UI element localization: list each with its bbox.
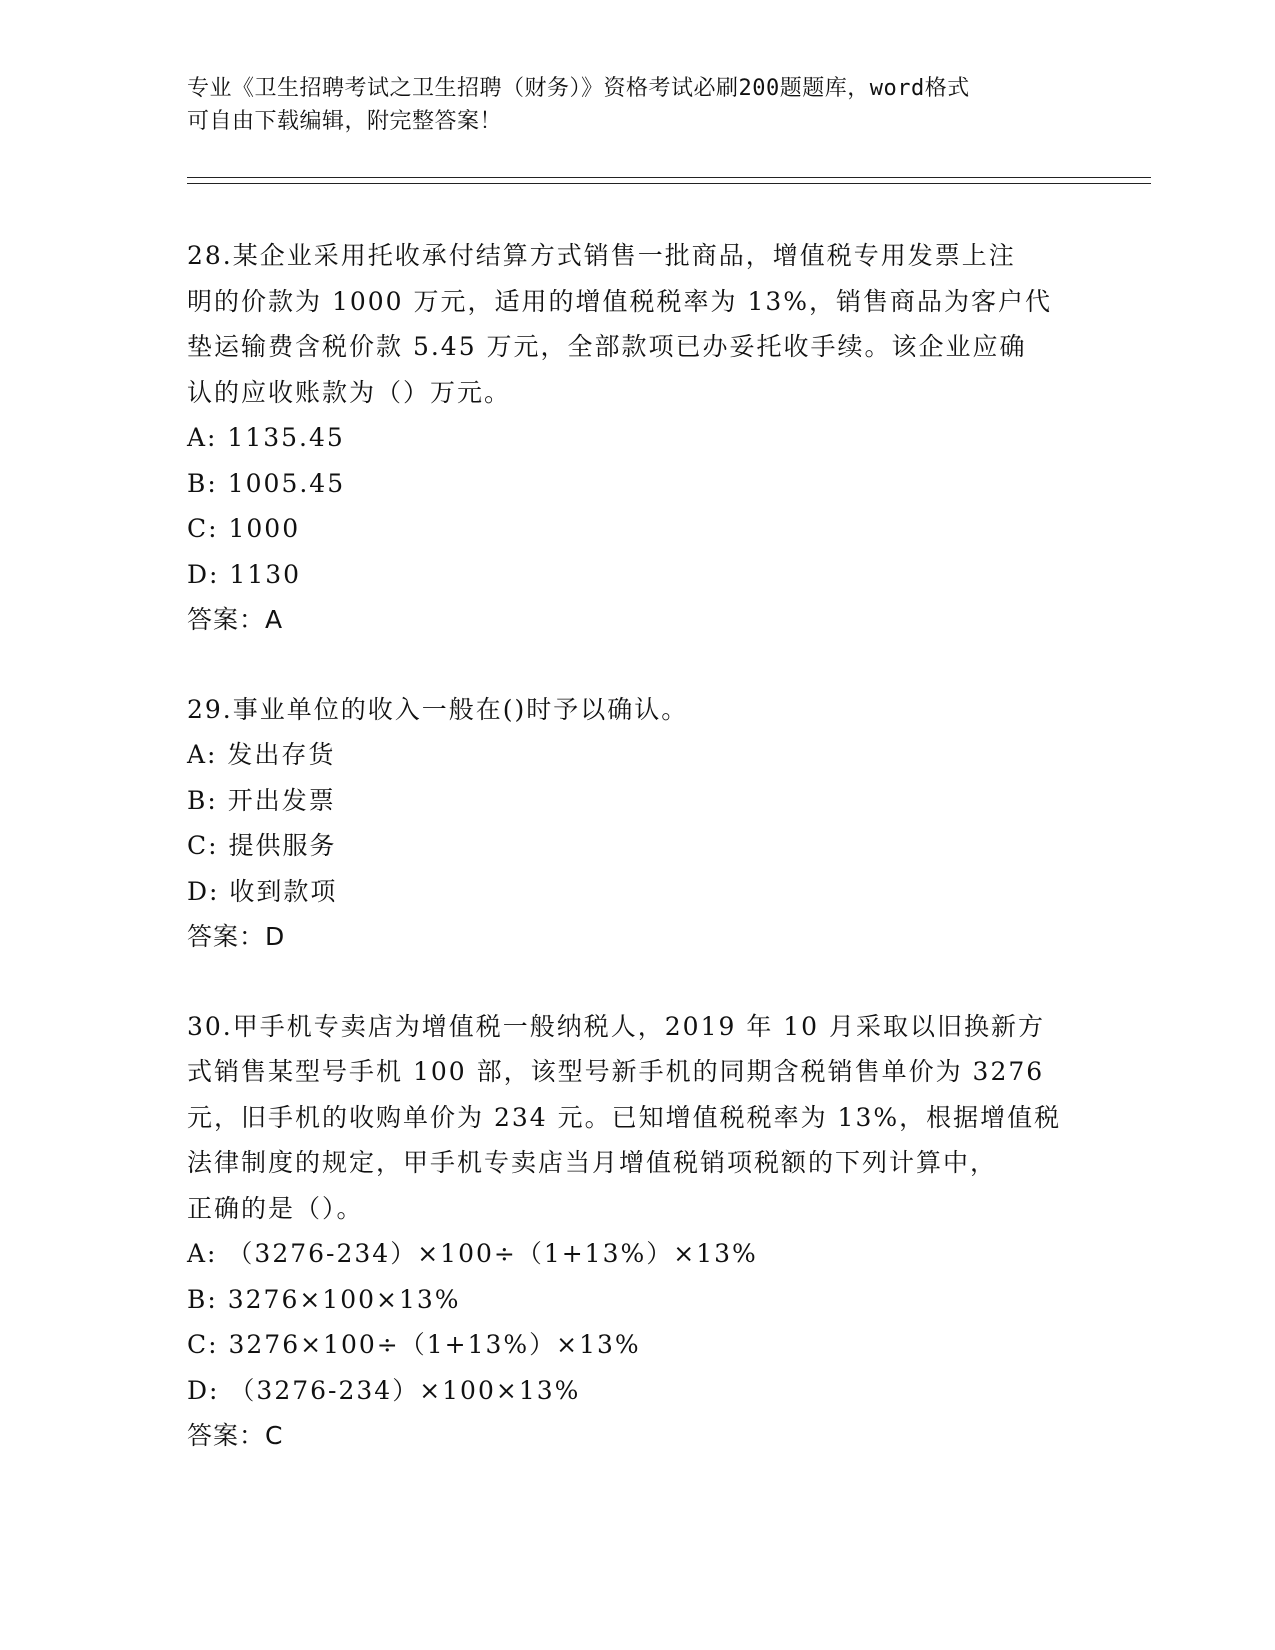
option-b: B: 1005.45 <box>187 468 346 498</box>
option-c: C: 3276×100÷（1+13%）×13% <box>187 1330 641 1359</box>
option-a: A: （3276-234）×100÷（1+13%）×13% <box>187 1239 758 1268</box>
header-line-1: 专业《卫生招聘考试之卫生招聘（财务）》资格考试必刷200题题库，word格式 <box>187 76 970 101</box>
question-stem-line: 28.某企业采用托收承付结算方式销售一批商品，增值税专用发票上注 <box>187 241 1016 270</box>
question-list <box>187 233 1087 1503</box>
option-d: D: 1130 <box>187 559 302 589</box>
question-stem-line: 明的价款为 1000 万元，适用的增值税税率为 13%，销售商品为客户代 <box>187 286 1053 316</box>
question-29 <box>187 687 1087 960</box>
option-d: D: （3276-234）×100×13% <box>187 1375 581 1405</box>
answer-line: 答案：A <box>187 605 284 634</box>
option-a: A: 1135.45 <box>187 423 345 452</box>
question-stem-line: 30.甲手机专卖店为增值税一般纳税人，2019 年 10 月采取以旧换新方 <box>187 1011 1046 1041</box>
question-stem-line: 认的应收账款为（）万元。 <box>187 377 512 407</box>
option-c: C: 1000 <box>187 514 301 543</box>
header-divider-top <box>187 177 1151 178</box>
question-stem-line: 29.事业单位的收入一般在()时予以确认。 <box>187 694 689 724</box>
question-stem-line: 正确的是（）。 <box>187 1193 364 1223</box>
question-stem-line: 式销售某型号手机 100 部，该型号新手机的同期含税销售单价为 3276 <box>187 1057 1045 1086</box>
document-header <box>187 72 1087 138</box>
question-stem-line: 元，旧手机的收购单价为 234 元。已知增值税税率为 13%，根据增值税 <box>187 1102 1062 1132</box>
header-line-2: 可自由下载编辑，附完整答案！ <box>187 109 503 134</box>
option-c: C: 提供服务 <box>187 831 337 860</box>
question-stem-line: 法律制度的规定，甲手机专卖店当月增值税销项税额的下列计算中， <box>187 1148 998 1177</box>
option-b: B: 3276×100×13% <box>187 1284 461 1314</box>
header-divider-bottom <box>187 183 1151 184</box>
answer-line: 答案：C <box>187 1421 284 1450</box>
question-30 <box>187 1004 1087 1459</box>
option-d: D: 收到款项 <box>187 876 338 906</box>
question-stem-line: 垫运输费含税价款 5.45 万元，全部款项已办妥托收手续。该企业应确 <box>187 332 1027 361</box>
option-b: B: 开出发票 <box>187 785 336 815</box>
question-28 <box>187 233 1087 643</box>
answer-line: 答案：D <box>187 922 286 951</box>
option-a: A: 发出存货 <box>187 740 336 769</box>
